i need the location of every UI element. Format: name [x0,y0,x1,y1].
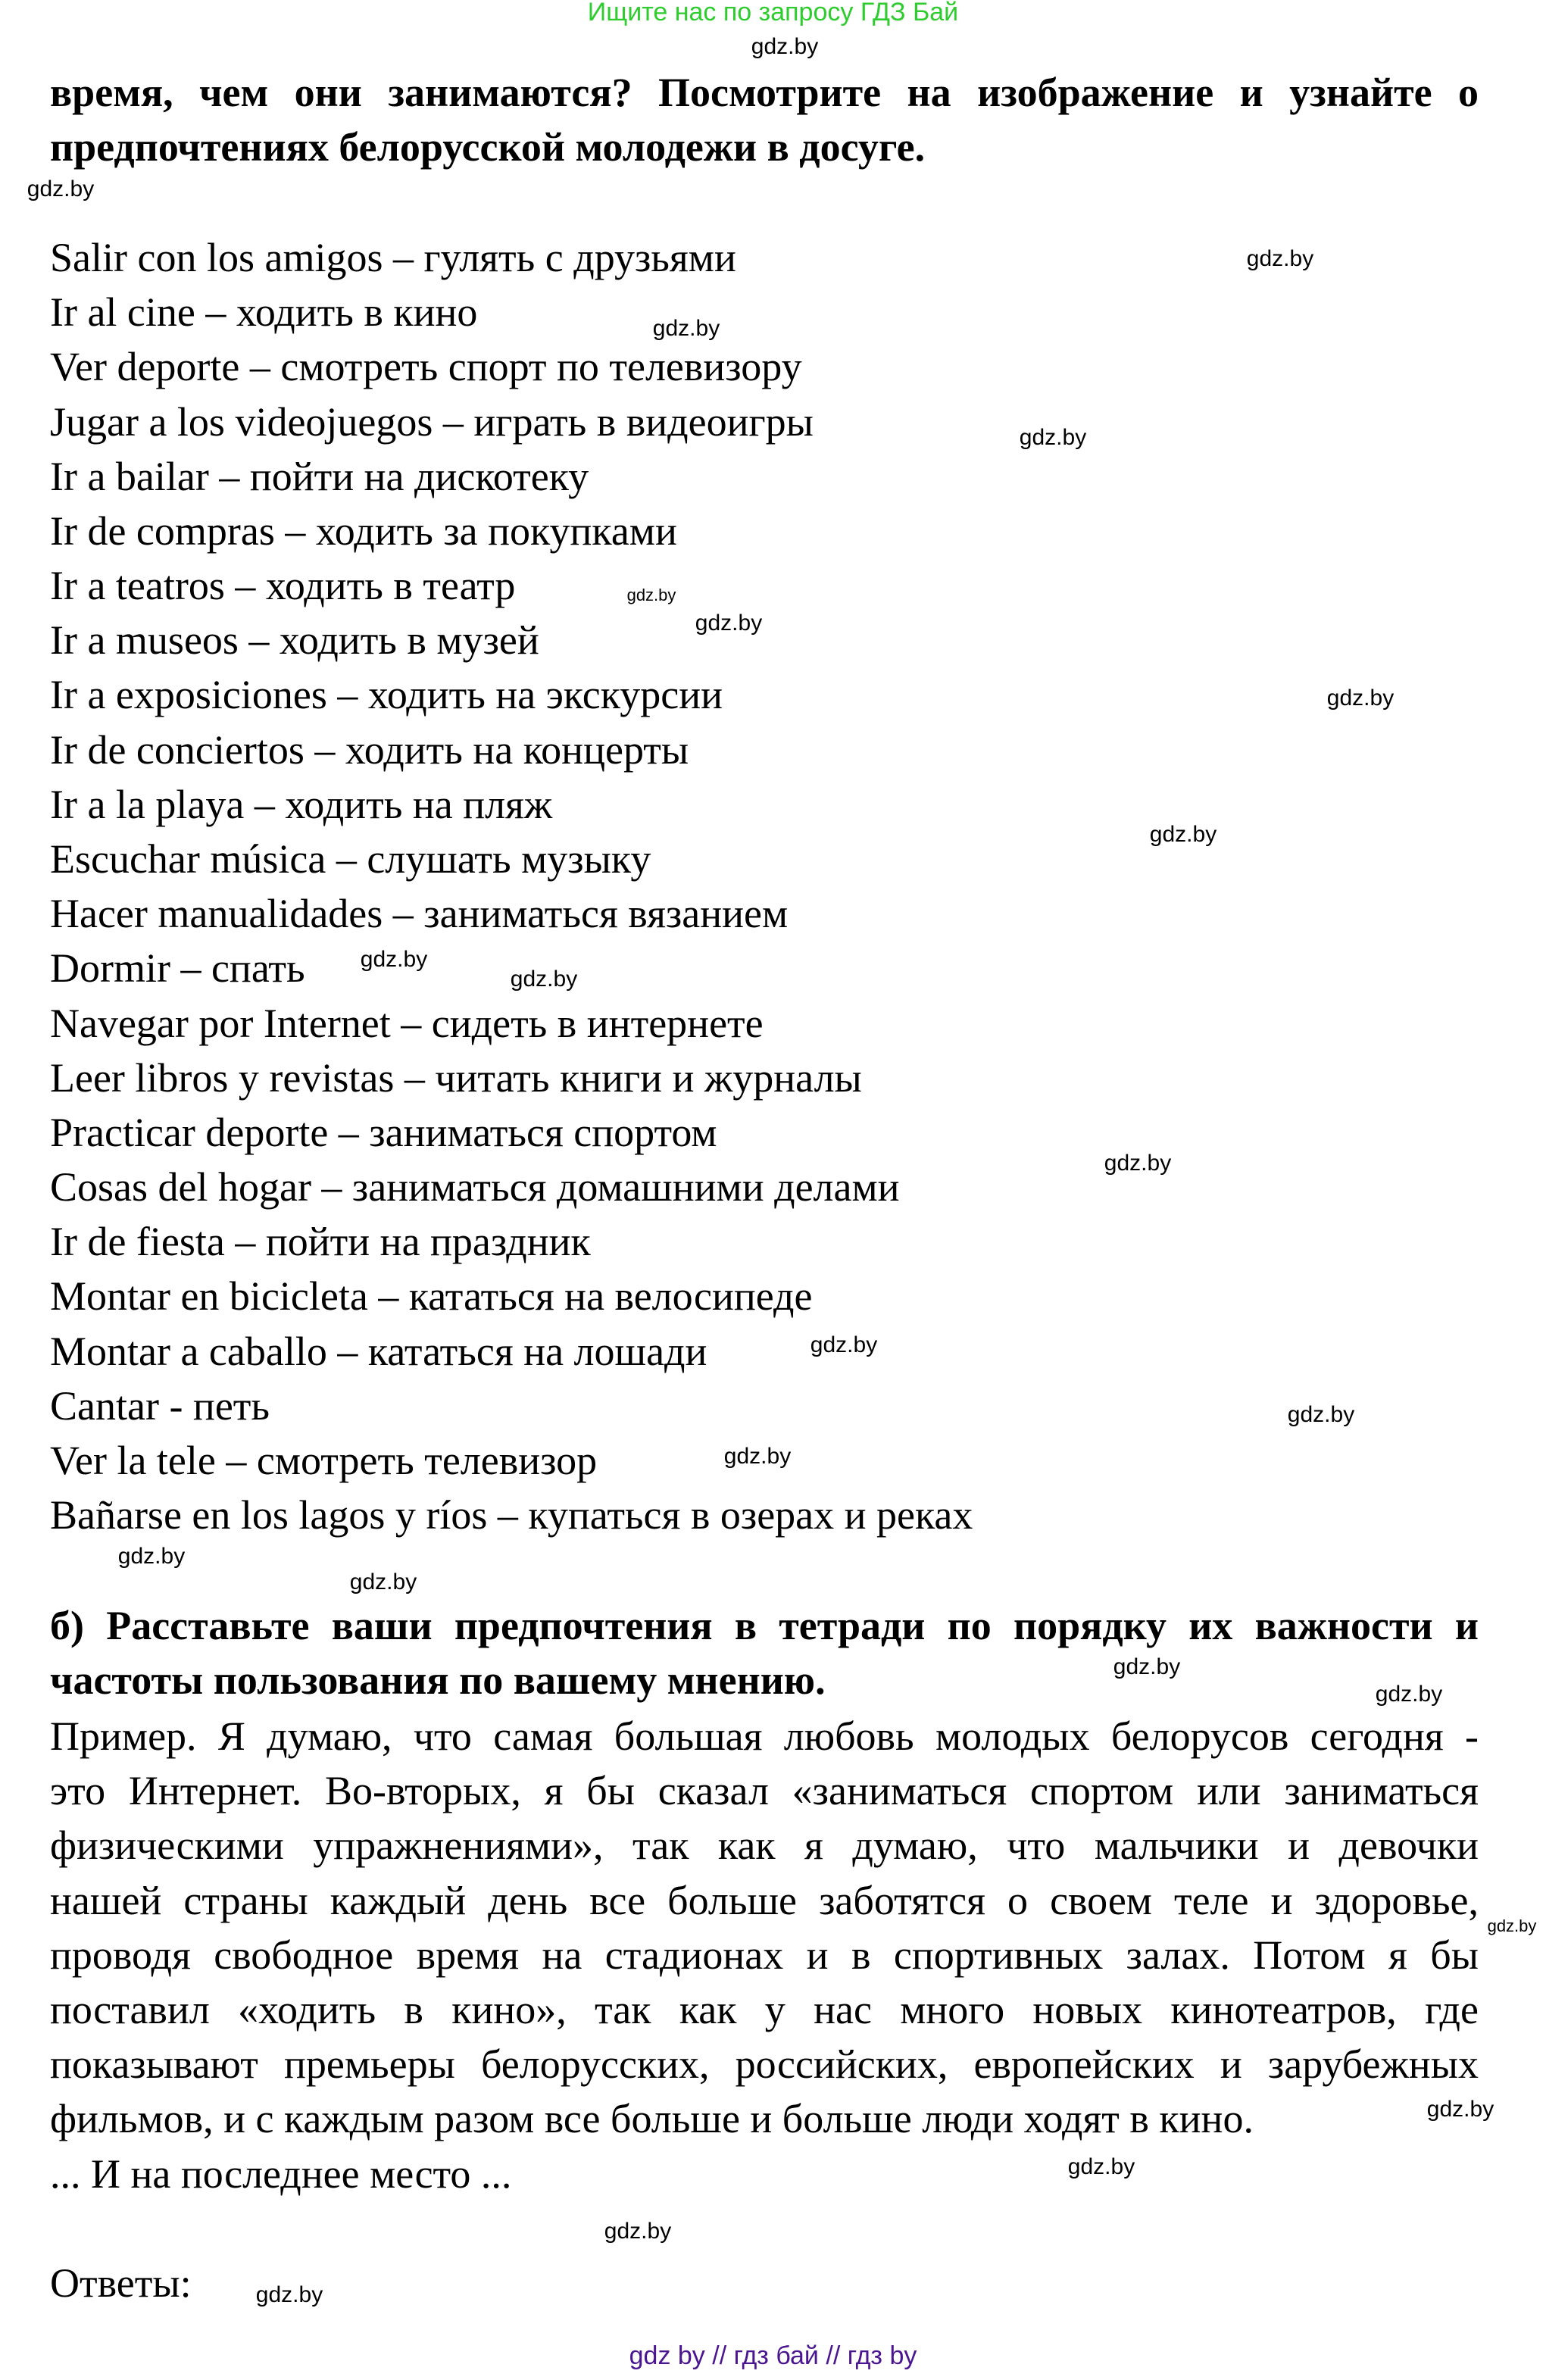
activity-item: Hacer manualidades – заниматься вязанием [50,891,789,936]
activity-item: Cantar - петь [50,1383,270,1429]
activity-item: Ver la tele – смотреть телевизор [50,1438,598,1483]
activity-item: Ir a exposiciones – ходить на экскурсии [50,672,723,717]
activity-item: Practicar deporte – заниматься спортом [50,1110,717,1155]
activity-item: Cosas del hogar – заниматься домашними делами [50,1164,900,1210]
watermark-text: gdz.by [1113,1654,1181,1679]
example-paragraph-line: показывают премьеры белорусских, российских, европейских и зарубежных [50,2041,1479,2087]
activity-item: Ir a la playa – ходить на пляж [50,782,553,827]
example-paragraph-line: Пример. Я думаю, что самая большая любовь молодых белорусов сегодня - [50,1713,1479,1759]
activity-item: Bañarse en los lagos y ríos – купаться в озерах и реках [50,1492,973,1538]
activity-item: Ir a teatros – ходить в театр [50,563,516,608]
activity-item: Dormir – спать [50,945,305,991]
intro-heading-line: время, чем они занимаются? Посмотрите на изображение и узнайте о [50,70,1479,115]
watermark-text: gdz.by [27,176,95,201]
watermark-text: gdz.by [1246,246,1314,271]
watermark-text: gdz.by [360,947,428,972]
watermark-text: gdz.by [1104,1151,1172,1176]
activity-item: Ver deporte – смотреть спорт по телевизору [50,344,802,389]
watermark-text: gdz.by [255,2282,323,2307]
example-paragraph-line: это Интернет. Во-вторых, я бы сказал «заниматься спортом или заниматься [50,1768,1479,1813]
watermark-text: gdz.by [1426,2097,1494,2122]
search-banner: Ищите нас по запросу ГДЗ Бай [587,0,959,27]
activity-item: Ir de fiesta – пойти на праздник [50,1219,591,1264]
example-paragraph-line: поставил «ходить в кино», так как у нас много новых кинотеатров, где [50,1987,1479,2032]
example-paragraph-line: ... И на последнее место ... [50,2151,512,2197]
watermark-text: gdz.by [604,2219,672,2244]
task-b-heading-line: частоты пользования по вашему мнению. [50,1657,826,1703]
watermark-text: gdz.by [1149,822,1217,847]
example-paragraph-line: нашей страны каждый день все больше заботятся о своем теле и здоровье, [50,1878,1479,1923]
answers-label: Ответы: [50,2260,192,2306]
watermark-text: gdz.by [626,586,676,604]
watermark-text: gdz.by [1019,425,1087,450]
watermark-text: gdz.by [1326,686,1395,711]
activity-item: Ir al cine – ходить в кино [50,289,478,335]
watermark-text: gdz.by [695,611,763,636]
example-paragraph-line: проводя свободное время на стадионах и в спортивных залах. Потом я бы [50,1932,1479,1978]
watermark-text: gdz.by [1067,2154,1135,2179]
activity-item: Salir con los amigos – гулять с друзьями [50,235,736,280]
watermark-text: gdz.by [349,1569,417,1594]
activity-item: Ir de conciertos – ходить на концерты [50,727,689,773]
activity-item: Navegar por Internet – сидеть в интернете [50,1001,764,1046]
footer-links: gdz by // гдз бай // гдз by [629,2341,917,2370]
watermark-text: gdz.by [751,34,819,59]
watermark-text: gdz.by [117,1544,186,1569]
watermark-text: gdz.by [810,1332,878,1357]
activity-item: Montar a caballo – кататься на лошади [50,1329,707,1374]
watermark-text: gdz.by [1487,1916,1537,1935]
watermark-text: gdz.by [723,1444,792,1469]
watermark-text: gdz.by [652,316,720,341]
watermark-text: gdz.by [1287,1402,1355,1427]
activity-item: Escuchar música – слушать музыку [50,836,651,882]
watermark-text: gdz.by [1375,1682,1443,1707]
activity-item: Jugar a los videojuegos – играть в видеоигры [50,399,814,445]
activity-item: Leer libros y revistas – читать книги и журналы [50,1055,862,1101]
activity-item: Ir de compras – ходить за покупками [50,508,677,554]
activity-item: Ir a museos – ходить в музей [50,617,539,663]
activity-item: Montar en bicicleta – кататься на велосипеде [50,1273,813,1319]
activity-item: Ir a bailar – пойти на дискотеку [50,454,589,499]
example-paragraph-line: физическими упражнениями», так как я думаю, что мальчики и девочки [50,1822,1479,1868]
example-paragraph-line: фильмов, и с каждым разом все больше и больше люди ходят в кино. [50,2096,1254,2141]
watermark-text: gdz.by [510,967,578,992]
task-b-heading-line: б) Расставьте ваши предпочтения в тетради по порядку их важности и [50,1603,1479,1648]
intro-heading-line: предпочтениях белорусской молодежи в досуге. [50,124,926,170]
